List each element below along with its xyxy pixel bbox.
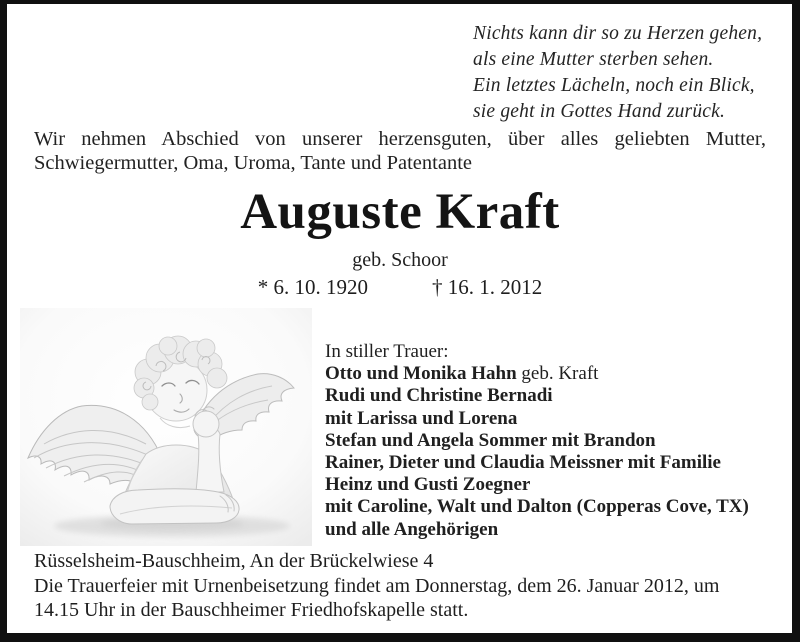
mourner-line: Heinz und Gusti Zoegner xyxy=(325,474,531,496)
poem-line: Nichts kann dir so zu Herzen gehen, xyxy=(473,23,763,44)
address-line: Rüsselsheim-Bauschheim, An der Brückelwiese 4 xyxy=(34,550,434,572)
poem-line: Ein letztes Lächeln, noch ein Blick, xyxy=(473,75,755,96)
death-date: † 16. 1. 2012 xyxy=(432,275,543,299)
funeral-info xyxy=(34,574,768,622)
mourner-line: mit Caroline, Walt und Dalton (Copperas Cove, TX) xyxy=(325,496,749,518)
mourners-list xyxy=(325,341,749,541)
life-dates xyxy=(0,275,800,299)
farewell-text xyxy=(34,127,766,175)
mourner-line: Otto und Monika Hahn geb. Kraft xyxy=(325,363,599,385)
farewell-line: Wir nehmen Abschied von unserer herzensguten, über alles geliebten Mutter, xyxy=(34,128,766,150)
mourner-line: Rainer, Dieter und Claudia Meissner mit Familie xyxy=(325,452,721,474)
poem-line: als eine Mutter sterben sehen. xyxy=(473,49,714,70)
mourners-heading: In stiller Trauer: xyxy=(325,341,449,362)
memorial-poem xyxy=(473,21,762,125)
birth-date: * 6. 10. 1920 xyxy=(257,275,368,299)
funeral-info-line: 14.15 Uhr in der Bauschheimer Friedhofskapelle statt. xyxy=(34,599,469,621)
deceased-name: Auguste Kraft xyxy=(240,184,560,240)
mourner-line: Stefan und Angela Sommer mit Brandon xyxy=(325,429,656,451)
farewell-line: Schwiegermutter, Oma, Uroma, Tante und Patentante xyxy=(34,152,472,174)
mourner-line: mit Larissa und Lorena xyxy=(325,407,518,429)
poem-line: sie geht in Gottes Hand zurück. xyxy=(473,101,726,122)
mourner-line: und alle Angehörigen xyxy=(325,518,499,540)
funeral-info-line: Die Trauerfeier mit Urnenbeisetzung findet am Donnerstag, dem 26. Januar 2012, um xyxy=(34,575,720,597)
angel-figurine-image xyxy=(20,308,312,546)
mourner-line: Rudi und Christine Bernadi xyxy=(325,385,553,407)
maiden-name: geb. Schoor xyxy=(352,249,448,271)
